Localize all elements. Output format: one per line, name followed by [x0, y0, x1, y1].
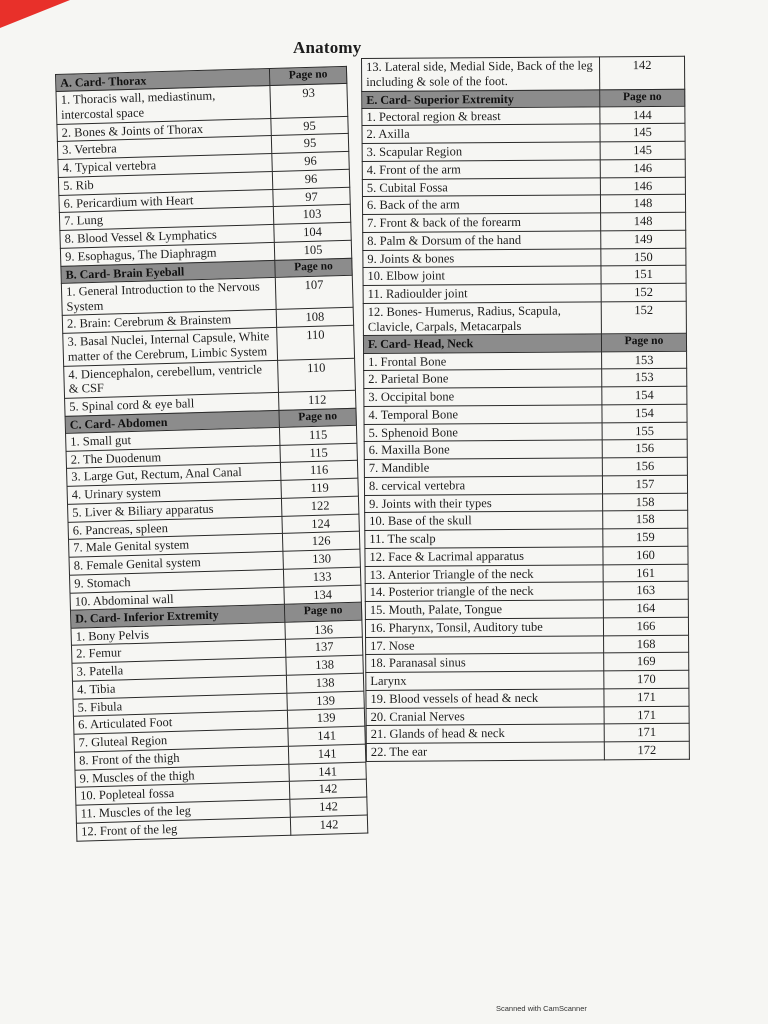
- topic-cell: 4. Temporal Bone: [364, 405, 602, 424]
- topic-cell: 1. Bony Pelvis: [71, 622, 285, 646]
- index-row: [365, 564, 688, 584]
- index-row: [366, 635, 689, 655]
- index-row: [366, 653, 689, 673]
- red-corner-mark: [0, 0, 70, 28]
- index-row: [364, 440, 687, 460]
- topic-cell: Larynx: [366, 671, 604, 690]
- page-number-cell: 104: [274, 222, 351, 242]
- page-number-cell: 122: [281, 496, 358, 516]
- topic-cell: 4. Front of the arm: [362, 160, 600, 179]
- topic-cell: 8. cervical vertebra: [364, 476, 602, 495]
- index-row: [366, 724, 689, 744]
- section-title: E. Card- Superior Extremity: [362, 89, 600, 108]
- topic-cell: 19. Blood vessels of head & neck: [366, 689, 604, 708]
- page-number-cell: 160: [603, 546, 688, 564]
- page-number-cell: 110: [277, 325, 355, 360]
- section-title: C. Card- Abdomen: [65, 410, 279, 433]
- index-row: [366, 688, 689, 708]
- topic-cell: 3. Occipital bone: [364, 387, 602, 406]
- page-no-header: Page no: [269, 66, 346, 85]
- page-number-cell: 115: [279, 425, 356, 445]
- section-title: B. Card- Brain Eyeball: [61, 260, 275, 283]
- page-number-cell: 148: [601, 212, 686, 230]
- topic-cell: 2. Femur: [71, 640, 285, 664]
- index-row: [362, 141, 685, 161]
- topic-cell: 3. Basal Nuclei, Internal Capsule, White matter of the Cerebrum, Limbic System: [63, 327, 278, 365]
- topic-cell: 11. The scalp: [365, 529, 603, 548]
- page-number-cell: 151: [601, 266, 686, 284]
- index-row: [365, 511, 688, 531]
- page-number-cell: 138: [286, 673, 363, 693]
- page-number-cell: 126: [282, 532, 359, 552]
- index-row: [362, 177, 685, 197]
- page-number-cell: 164: [603, 599, 688, 617]
- topic-cell: 8. Female Genital system: [69, 552, 283, 576]
- page-number-cell: 145: [600, 141, 685, 159]
- index-row: [363, 301, 686, 336]
- page-number-cell: 141: [288, 744, 365, 764]
- topic-cell: 8. Palm & Dorsum of the hand: [363, 231, 601, 250]
- page-number-cell: 130: [283, 549, 360, 569]
- page-no-header: Page no: [284, 603, 361, 622]
- right-index-table: [361, 56, 690, 762]
- page-number-cell: 141: [289, 762, 366, 782]
- topic-cell: 5. Sphenoid Bone: [364, 422, 602, 441]
- index-row: [363, 266, 686, 286]
- page-number-cell: 152: [601, 283, 686, 301]
- topic-cell: 9. Esophagus, The Diaphragm: [60, 242, 274, 266]
- section-title: F. Card- Head, Neck: [363, 334, 601, 353]
- topic-cell: 6. Articulated Foot: [73, 711, 287, 735]
- topic-cell: 3. Large Gut, Rectum, Anal Canal: [67, 463, 281, 487]
- page-number-cell: 139: [287, 708, 364, 728]
- page-number-cell: 146: [600, 177, 685, 195]
- topic-cell: 7. Male Genital system: [69, 534, 283, 558]
- topic-cell: 6. Pericardium with Heart: [59, 189, 273, 213]
- topic-cell: 7. Mandible: [364, 458, 602, 477]
- topic-cell: 2. Parietal Bone: [364, 369, 602, 388]
- page-number-cell: 166: [603, 617, 688, 635]
- page-number-cell: 171: [604, 688, 689, 706]
- index-row: [364, 404, 687, 424]
- topic-cell: 9. Joints & bones: [363, 248, 601, 267]
- topic-cell: 7. Front & back of the forearm: [363, 213, 601, 232]
- topic-cell: 9. Joints with their types: [365, 493, 603, 512]
- page-number-cell: 161: [603, 564, 688, 582]
- topic-cell: 21. Glands of head & neck: [366, 724, 604, 743]
- topic-cell: 5. Cubital Fossa: [362, 177, 600, 196]
- topic-cell: 16. Pharynx, Tonsil, Auditory tube: [365, 618, 603, 637]
- topic-cell: 1. Frontal Bone: [364, 351, 602, 370]
- page-number-cell: 95: [271, 116, 348, 136]
- topic-cell: 10. Abdominal wall: [70, 587, 284, 611]
- topic-cell: 12. Front of the leg: [76, 817, 290, 841]
- topic-cell: 5. Rib: [58, 171, 272, 195]
- page-number-cell: 144: [600, 106, 685, 124]
- topic-cell: 11. Muscles of the leg: [76, 799, 290, 823]
- page-number-cell: 119: [281, 478, 358, 498]
- page-title: Anatomy: [293, 38, 362, 57]
- page-number-cell: 115: [280, 443, 357, 463]
- topic-cell: 10. Base of the skull: [365, 511, 603, 530]
- page-number-cell: 136: [285, 620, 362, 640]
- index-row: [362, 56, 685, 91]
- topic-cell: 5. Spinal cord & eye ball: [65, 392, 279, 416]
- topic-cell: 5. Fibula: [73, 693, 287, 717]
- page-no-header: Page no: [279, 408, 356, 427]
- page-number-cell: 172: [604, 741, 689, 759]
- topic-cell: 9. Muscles of the thigh: [75, 764, 289, 788]
- page-number-cell: 93: [270, 84, 348, 119]
- page-number-cell: 141: [288, 726, 365, 746]
- index-row: [362, 106, 685, 126]
- page-number-cell: 142: [289, 779, 366, 799]
- index-row: [364, 422, 687, 442]
- left-index-table: [55, 66, 368, 841]
- page-number-cell: 156: [602, 457, 687, 475]
- page-no-header: Page no: [601, 334, 686, 352]
- scanner-watermark: Scanned with CamScanner: [496, 1004, 587, 1013]
- index-row: [363, 230, 686, 250]
- topic-cell: 1. General Introduction to the Nervous System: [61, 277, 276, 315]
- topic-cell: 7. Lung: [59, 207, 273, 231]
- topic-cell: 6. Maxilla Bone: [364, 440, 602, 459]
- index-row: [365, 493, 688, 513]
- topic-cell: 8. Front of the thigh: [74, 746, 288, 770]
- page-number-cell: 163: [603, 582, 688, 600]
- topic-cell: 15. Mouth, Palate, Tongue: [365, 600, 603, 619]
- index-row: [366, 741, 689, 761]
- page-number-cell: 107: [275, 275, 353, 310]
- page-number-cell: 168: [604, 635, 689, 653]
- topic-cell: 11. Radioulder joint: [363, 284, 601, 303]
- index-row: [364, 386, 687, 406]
- topic-cell: 10. Elbow joint: [363, 266, 601, 285]
- topic-cell: 12. Bones- Humerus, Radius, Scapula, Clavicle, Carpals, Metacarpals: [363, 302, 601, 336]
- page-number-cell: 116: [280, 461, 357, 481]
- page-number-cell: 152: [601, 301, 686, 334]
- index-row: [364, 457, 687, 477]
- topic-cell: 2. Axilla: [362, 124, 600, 143]
- page-number-cell: 108: [276, 308, 353, 328]
- page-number-cell: 170: [604, 670, 689, 688]
- index-row: [366, 670, 689, 690]
- index-row: [365, 546, 688, 566]
- topic-cell: 8. Blood Vessel & Lymphatics: [60, 225, 274, 249]
- page-number-cell: 171: [604, 706, 689, 724]
- page-number-cell: 96: [272, 151, 349, 171]
- page-number-cell: 154: [602, 404, 687, 422]
- topic-cell: 9. Stomach: [70, 569, 284, 593]
- page-no-header: Page no: [600, 89, 685, 107]
- page-number-cell: 159: [603, 528, 688, 546]
- page-number-cell: 142: [599, 56, 684, 89]
- page-number-cell: 158: [603, 493, 688, 511]
- index-row: [363, 212, 686, 232]
- topic-cell: 1. Thoracis wall, mediastinum, intercostal space: [56, 86, 271, 124]
- topic-cell: 20. Cranial Nerves: [366, 706, 604, 725]
- topic-cell: 12. Face & Lacrimal apparatus: [365, 547, 603, 566]
- page-number-cell: 149: [601, 230, 686, 248]
- topic-cell: 13. Anterior Triangle of the neck: [365, 564, 603, 583]
- topic-cell: 17. Nose: [366, 635, 604, 654]
- page-number-cell: 142: [290, 797, 367, 817]
- page-number-cell: 153: [602, 369, 687, 387]
- index-row: [363, 248, 686, 268]
- topic-cell: 6. Pancreas, spleen: [68, 516, 282, 540]
- page-number-cell: 157: [602, 475, 687, 493]
- index-row: [365, 528, 688, 548]
- page-number-cell: 169: [604, 653, 689, 671]
- topic-cell: 1. Small gut: [66, 427, 280, 451]
- index-row: [365, 599, 688, 619]
- page-number-cell: 124: [282, 514, 359, 534]
- index-row: [362, 124, 685, 144]
- page-number-cell: 145: [600, 124, 685, 142]
- index-row: [366, 706, 689, 726]
- topic-cell: 4. Tibia: [72, 675, 286, 699]
- page-number-cell: 150: [601, 248, 686, 266]
- topic-cell: 1. Pectoral region & breast: [362, 106, 600, 125]
- page-number-cell: 148: [600, 195, 685, 213]
- page-no-header: Page no: [275, 258, 352, 277]
- page-number-cell: 133: [283, 567, 360, 587]
- index-row: [365, 582, 688, 602]
- topic-cell: 2. Brain: Cerebrum & Brainstem: [62, 310, 276, 334]
- page-number-cell: 156: [602, 440, 687, 458]
- page-number-cell: 95: [271, 134, 348, 154]
- page-number-cell: 103: [273, 205, 350, 225]
- index-row: [362, 159, 685, 179]
- page-number-cell: 105: [274, 240, 351, 260]
- page-number-cell: 112: [278, 390, 355, 410]
- index-row: [364, 351, 687, 371]
- topic-cell: 22. The ear: [366, 742, 604, 761]
- topic-cell: 4. Typical vertebra: [58, 154, 272, 178]
- index-row: [364, 475, 687, 495]
- topic-cell: 3. Vertebra: [57, 136, 271, 160]
- topic-cell: 18. Paranasal sinus: [366, 653, 604, 672]
- section-header: [363, 334, 686, 353]
- page-number-cell: 154: [602, 386, 687, 404]
- page-number-cell: 137: [285, 638, 362, 658]
- page-number-cell: 146: [600, 159, 685, 177]
- page-number-cell: 96: [272, 169, 349, 189]
- topic-cell: 6. Back of the arm: [362, 195, 600, 214]
- page-number-cell: 110: [278, 358, 356, 393]
- topic-cell: 3. Scapular Region: [362, 142, 600, 161]
- index-row: [365, 617, 688, 637]
- topic-cell: 5. Liver & Biliary apparatus: [68, 498, 282, 522]
- page-number-cell: 134: [284, 585, 361, 605]
- topic-cell: 4. Urinary system: [67, 481, 281, 505]
- page-number-cell: 153: [602, 351, 687, 369]
- section-title: A. Card- Thorax: [56, 69, 270, 92]
- section-title: D. Card- Inferior Extremity: [70, 605, 284, 628]
- page-number-cell: 171: [604, 724, 689, 742]
- page-number-cell: 155: [602, 422, 687, 440]
- topic-cell: 2. The Duodenum: [66, 445, 280, 469]
- topic-cell: 7. Gluteal Region: [74, 728, 288, 752]
- index-row: [364, 369, 687, 389]
- topic-cell: 4. Diencephalon, cerebellum, ventricle & CSF: [64, 360, 279, 398]
- topic-cell: 13. Lateral side, Medial Side, Back of the leg including & sole of the foot.: [362, 57, 600, 91]
- page-number-cell: 142: [290, 815, 367, 835]
- page-number-cell: 139: [287, 691, 364, 711]
- index-row: [363, 283, 686, 303]
- topic-cell: 14. Posterior triangle of the neck: [365, 582, 603, 601]
- page-number-cell: 97: [273, 187, 350, 207]
- topic-cell: 10. Popleteal fossa: [75, 782, 289, 806]
- index-row: [362, 195, 685, 215]
- page-number-cell: 158: [603, 511, 688, 529]
- page-number-cell: 138: [286, 655, 363, 675]
- topic-cell: 3. Patella: [72, 657, 286, 681]
- topic-cell: 2. Bones & Joints of Thorax: [57, 118, 271, 142]
